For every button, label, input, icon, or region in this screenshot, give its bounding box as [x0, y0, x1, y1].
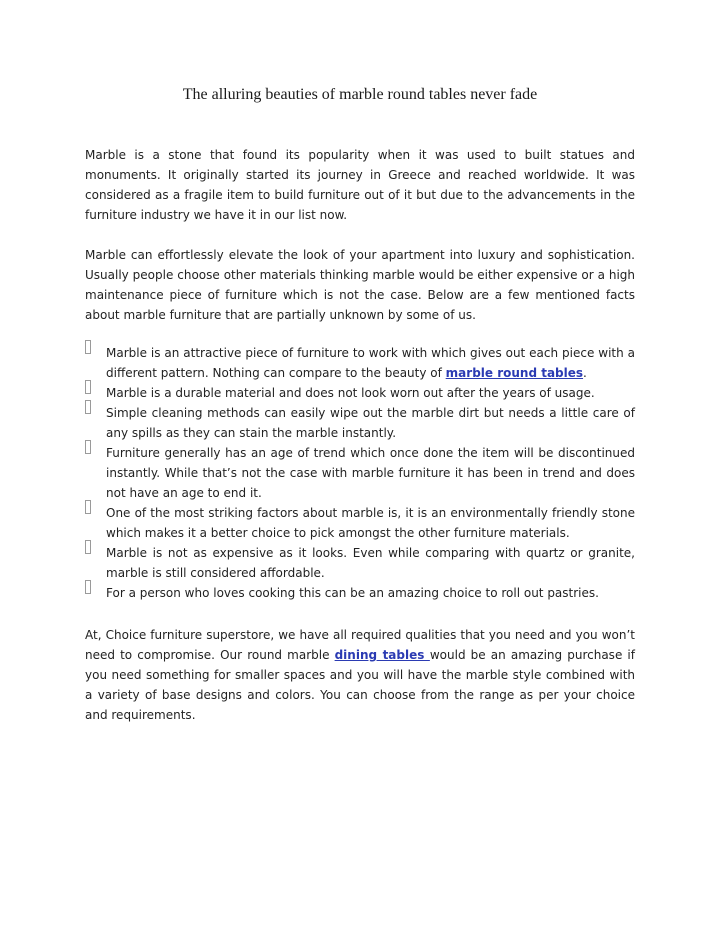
dining-tables-link[interactable]: dining tables [334, 648, 430, 662]
bullet-box-icon [85, 400, 91, 414]
list-item-text: Marble is an attractive piece of furniture to work with which gives out each piece with a different pattern. Nothing can compare to the beauty of [106, 346, 635, 380]
second-paragraph: Marble can effortlessly elevate the look of your apartment into luxury and sophistication. Usually people choose other materials thinking marble would be either expensive or a high maintenance piece of furniture which is not the case. Below are a few mentioned facts about marble furniture that are partially unknown by some of us. [85, 248, 635, 322]
closing-text: At, Choice furniture superstore, we have all required qualities that you need and you won’t need to compromise. Our round marble [85, 628, 635, 662]
bullet-box-icon [85, 500, 91, 514]
list-item [85, 583, 635, 603]
list-item [85, 383, 635, 403]
list-item-text: Marble is not as expensive as it looks. Even while comparing with quartz or granite, marble is still considered affordable. [106, 546, 635, 580]
list-item-text: For a person who loves cooking this can be an amazing choice to roll out pastries. [106, 586, 599, 600]
list-item [85, 343, 635, 383]
closing-text-end: would be an amazing purchase if you need something for smaller spaces and you will have the marble style combined with a variety of base designs and colors. You can choose from the range as per your choice and requirements. [85, 648, 635, 722]
closing-paragraph [85, 625, 635, 725]
bullet-box-icon [85, 440, 91, 454]
bullet-box-icon [85, 340, 91, 354]
facts-list [85, 343, 635, 603]
list-item [85, 503, 635, 543]
list-item-text: One of the most striking factors about marble is, it is an environmentally friendly stone which makes it a better choice to pick amongst the other furniture materials. [106, 506, 635, 540]
list-item [85, 403, 635, 443]
document-title: The alluring beauties of marble round tables never fade [182, 86, 538, 103]
list-item-text-end: . [583, 366, 587, 380]
bullet-box-icon [85, 580, 91, 594]
bullet-box-icon [85, 540, 91, 554]
list-item-text: Simple cleaning methods can easily wipe out the marble dirt but needs a little care of any spills as they can stain the marble instantly. [106, 406, 635, 440]
list-item-text: Marble is a durable material and does not look worn out after the years of usage. [106, 386, 595, 400]
list-item [85, 543, 635, 583]
intro-paragraph: Marble is a stone that found its popularity when it was used to built statues and monuments. It originally started its journey in Greece and reached worldwide. It was considered as a fragile item to build furniture out of it but due to the advancements in the furniture industry we have it in our list now. [85, 148, 635, 222]
marble-round-tables-link[interactable]: marble round tables [445, 366, 584, 380]
bullet-box-icon [85, 380, 91, 394]
list-item [85, 443, 635, 503]
list-item-text: Furniture generally has an age of trend which once done the item will be discontinued instantly. While that’s not the case with marble furniture it has been in trend and does not have an age to end it. [106, 446, 635, 500]
